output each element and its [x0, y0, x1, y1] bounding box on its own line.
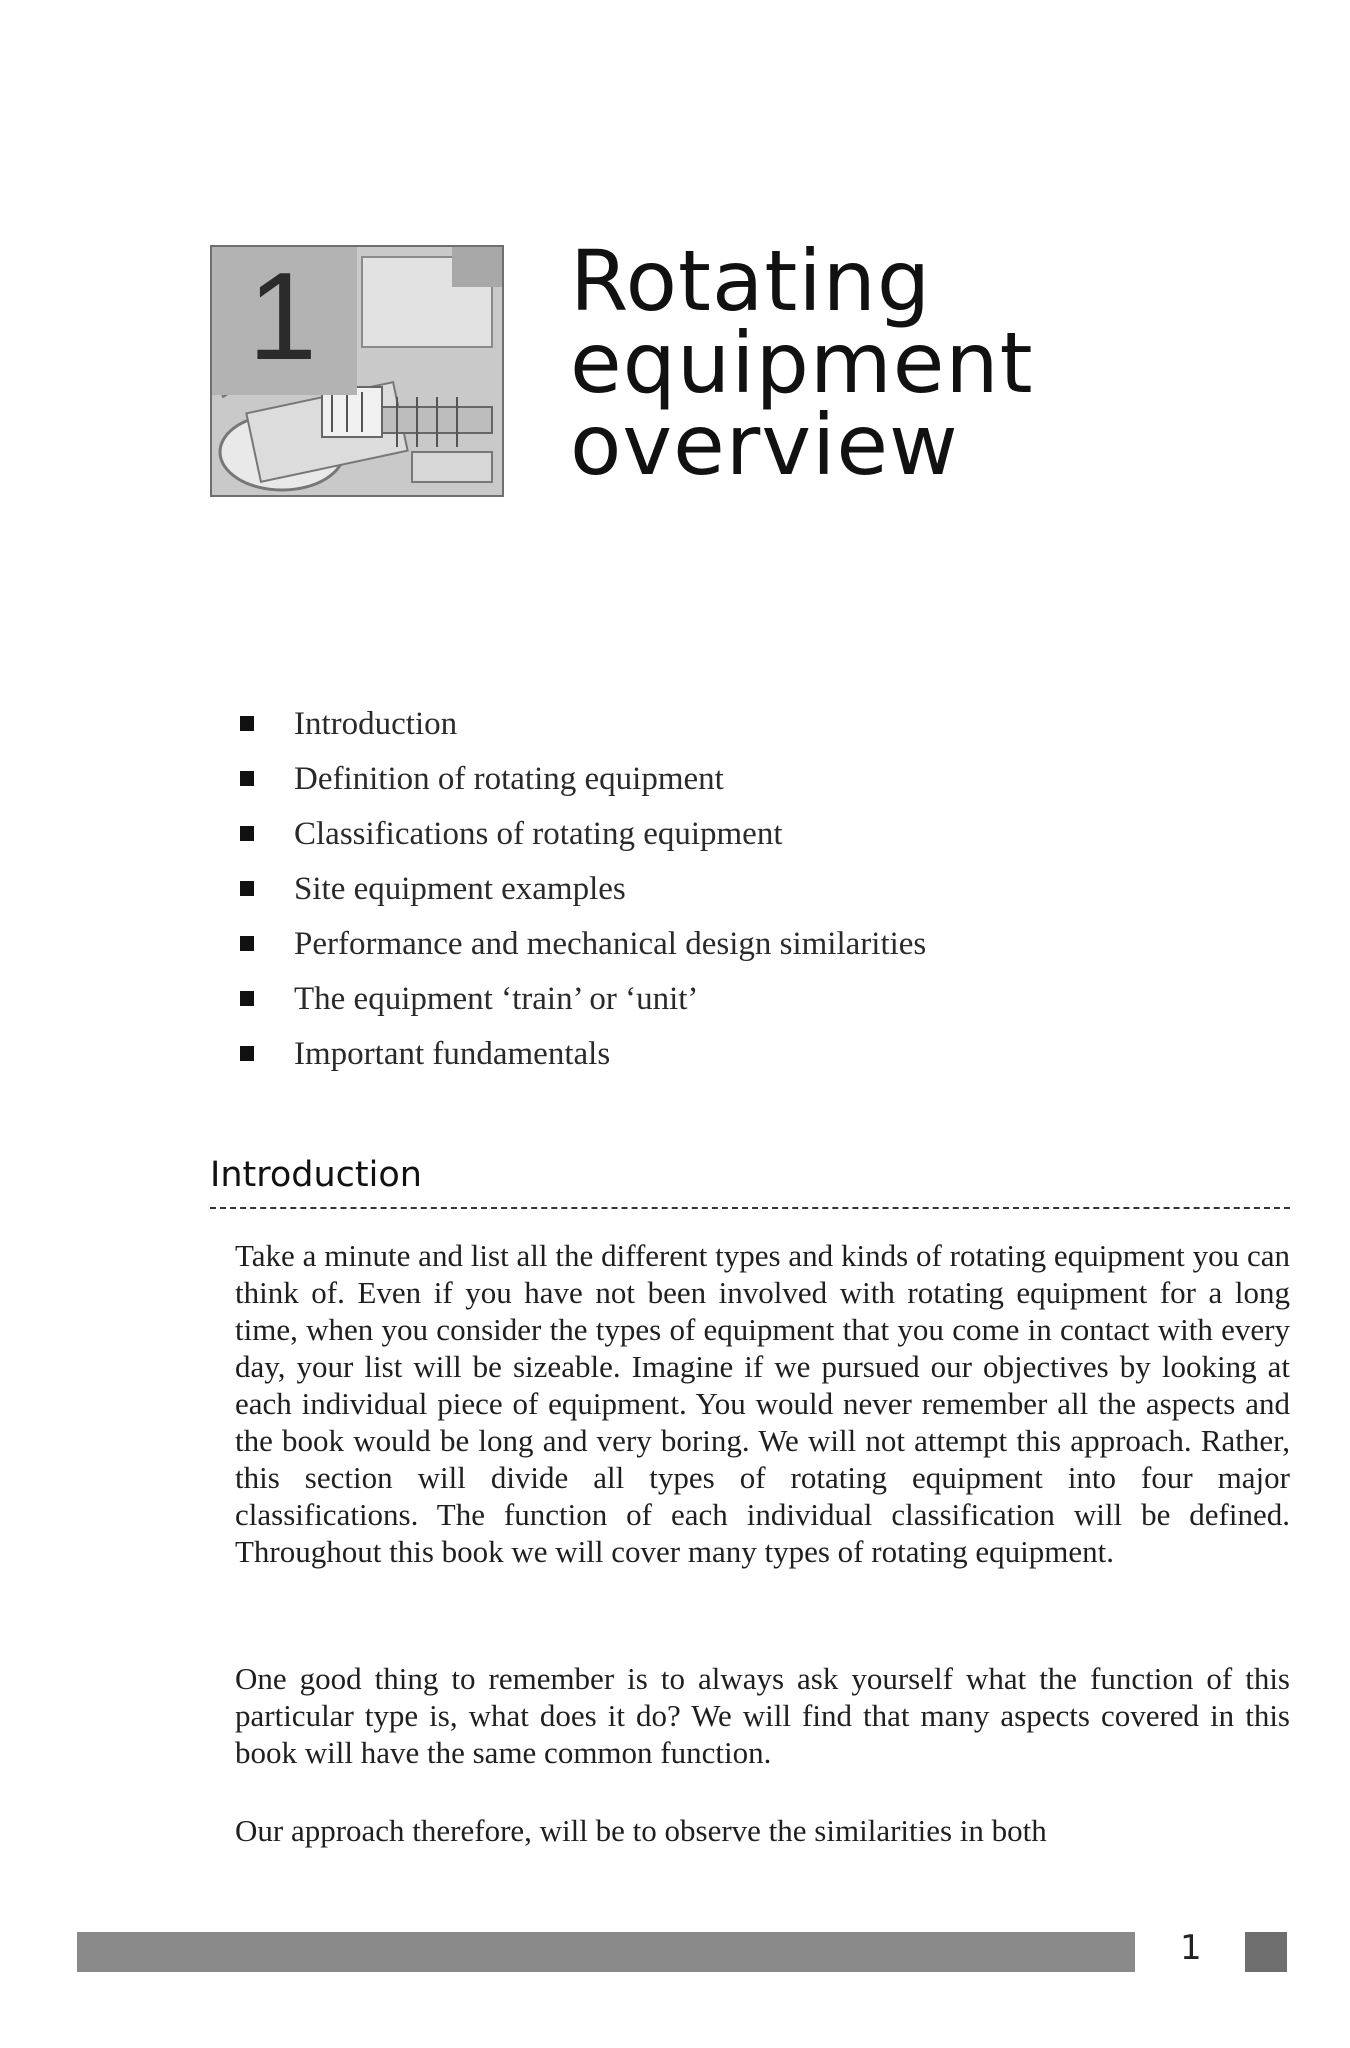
chapter-contents-list [240, 700, 926, 1085]
body-paragraph: Our approach therefore, will be to observe the similarities in both [235, 1813, 1047, 1848]
chapter-title-line: overview [570, 396, 959, 494]
square-bullet-icon [240, 881, 254, 896]
chapter-title-line: Rotating [570, 232, 932, 330]
contents-item: Important fundamentals [240, 1030, 926, 1085]
contents-item: Classifications of rotating equipment [240, 810, 926, 865]
contents-item: Introduction [240, 700, 926, 755]
chapter-number-box [212, 247, 357, 395]
square-bullet-icon [240, 826, 254, 841]
chapter-number: 1 [248, 248, 317, 386]
contents-item: Performance and mechanical design similarities [240, 920, 926, 975]
footer-block [1245, 1932, 1287, 1972]
body-paragraph: One good thing to remember is to always ask yourself what the function of this particular type is, what does it do? We will find that many aspects covered in this book will have the same common function. [235, 1661, 1290, 1770]
body-paragraph: Take a minute and list all the different types and kinds of rotating equipment you can think of. Even if you have not been involved with rotating equipment for a long time, when you consider the types of equipment that you come in contact with every day, your list will be sizeable. Imagine if we pursued our objectives by looking at each individual piece of equipment. You would never remember all the aspects and the book would be long and very boring. We will not attempt this approach. Rather, this section will divide all types of rotating equipment into four major classifications. The function of each individual classification will be defined. Throughout this book we will cover many types of rotating equipment. [235, 1238, 1290, 1569]
square-bullet-icon [240, 716, 254, 731]
chapter-title [570, 232, 1034, 494]
section-heading: Introduction [210, 1155, 422, 1195]
section-divider [210, 1207, 1290, 1209]
square-bullet-icon [240, 991, 254, 1006]
chapter-illustration [210, 245, 504, 497]
page-number: 1 [1180, 1928, 1202, 1968]
contents-item: Definition of rotating equipment [240, 755, 926, 810]
square-bullet-icon [240, 771, 254, 786]
footer-bar [77, 1932, 1135, 1972]
chapter-title-line: equipment [570, 314, 1034, 412]
square-bullet-icon [240, 936, 254, 951]
contents-item: Site equipment examples [240, 865, 926, 920]
square-bullet-icon [240, 1046, 254, 1061]
contents-item: The equipment ‘train’ or ‘unit’ [240, 975, 926, 1030]
